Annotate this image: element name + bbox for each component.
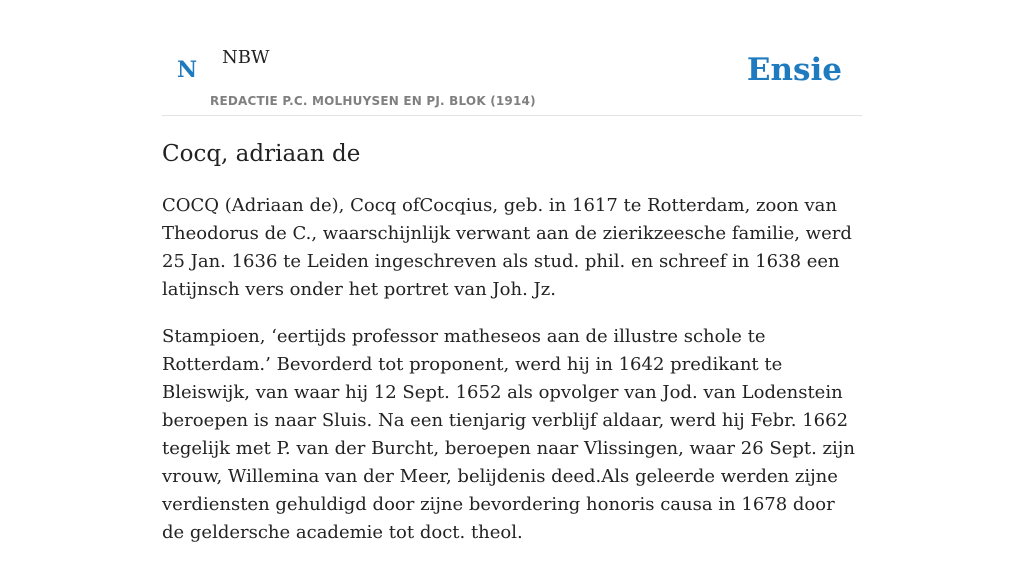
brand-logo[interactable]: Ensie [746, 52, 842, 88]
source-badge[interactable]: N [177, 57, 198, 83]
source-editors: REDACTIE P.C. MOLHUYSEN EN PJ. BLOK (1914) [210, 94, 536, 108]
content-container [162, 0, 862, 543]
header [162, 0, 862, 116]
article-paragraph: COCQ (Adriaan de), Cocq ofCocqius, geb. in 1617 te Rotterdam, zoon van Theodorus de C., waarschijnlijk verwant aan de zierikzeesche familie, werd 25 Jan. 1636 te Leiden ingeschreven als stud. phil. en schreef in 1638 een latijnsch vers onder het portret van Joh. Jz. [162, 195, 852, 300]
article-title: Cocq, adriaan de [162, 141, 361, 167]
source-name: NBW [222, 47, 270, 68]
article-body [162, 192, 862, 566]
article-paragraph: Stampioen, ‘eertijds professor matheseos aan de illustre schole te Rotterdam.’ Bevorderd tot proponent, werd hij in 1642 predikant te Bleiswijk, van waar hij 12 Sept. 1652 als opvolger van Jod. van Lodenstein beroepen is naar Sluis. Na een tienjarig verblijf aldaar, werd hij Febr. 1662 tegelijk met P. van der Burcht, beroepen naar Vlissingen, waar 26 Sept. zijn vrouw, Willemina van der Meer, belijdenis deed.Als geleerde werden zijne verdiensten gehuldigd door zijne bevordering honoris causa in 1678 door de geldersche academie tot doct. theol. [162, 326, 855, 543]
